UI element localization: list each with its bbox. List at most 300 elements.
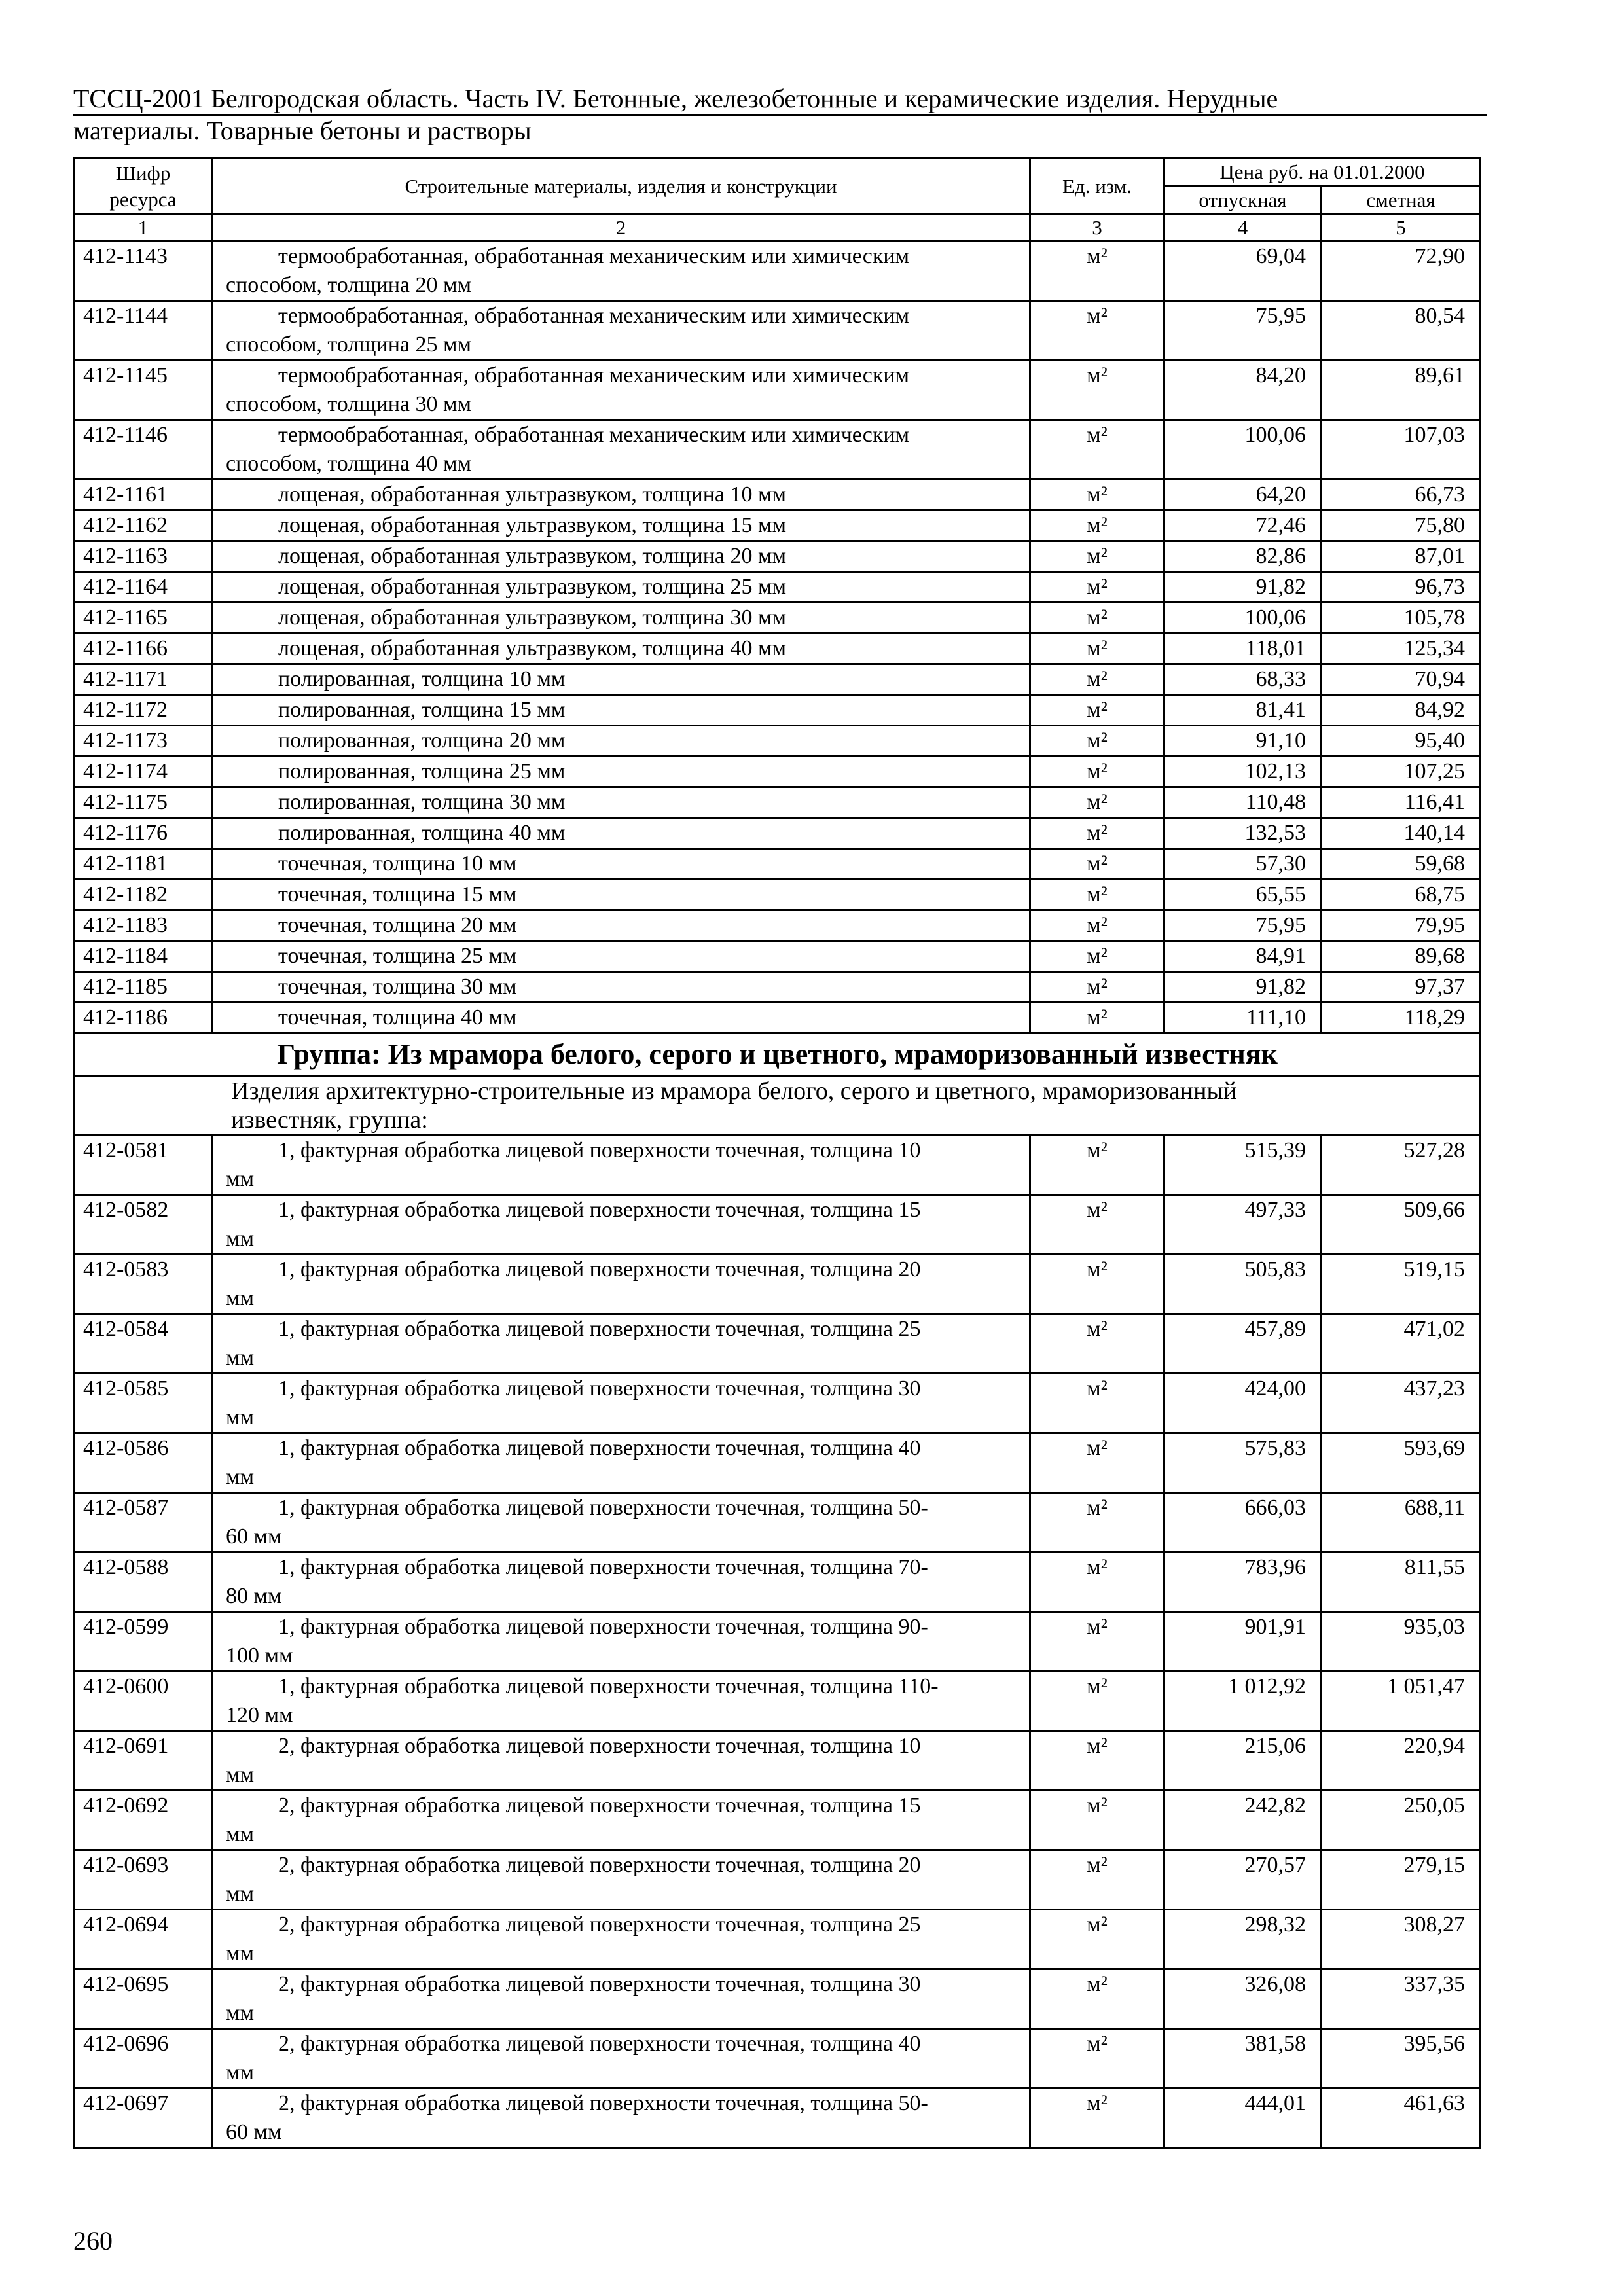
price-release: 75,95 (1164, 910, 1322, 941)
price-release: 110,48 (1164, 787, 1322, 818)
material-name (212, 572, 1030, 603)
material-name (212, 941, 1030, 972)
table-row (75, 849, 1481, 880)
price-estimate: 68,75 (1322, 880, 1481, 910)
price-release: 666,03 (1164, 1493, 1322, 1552)
material-name (212, 511, 1030, 541)
price-release: 381,58 (1164, 2029, 1322, 2089)
price-estimate: 220,94 (1322, 1731, 1481, 1791)
price-release: 69,04 (1164, 242, 1322, 301)
price-estimate: 107,25 (1322, 757, 1481, 787)
material-name (212, 1314, 1030, 1374)
table-row (75, 541, 1481, 572)
material-name-line1: полированная, толщина 15 мм (278, 698, 566, 722)
material-name-line2: 80 мм (226, 1584, 282, 1608)
price-estimate: 97,37 (1322, 972, 1481, 1003)
material-name-line2: мм (226, 1167, 255, 1191)
material-name-line1: полированная, толщина 25 мм (278, 759, 566, 783)
material-name-line1: 1, фактурная обработка лицевой поверхности точечная, толщина 20 (278, 1257, 921, 1282)
resource-code: 412-1171 (75, 664, 212, 695)
table-row (75, 910, 1481, 941)
material-name (212, 1493, 1030, 1552)
table-row (75, 634, 1481, 664)
table-row (75, 818, 1481, 849)
material-name-line1: лощеная, обработанная ультразвуком, толщина 30 мм (278, 605, 787, 630)
material-name-line1: точечная, толщина 20 мм (278, 913, 517, 937)
material-name-line1: точечная, толщина 25 мм (278, 944, 517, 968)
price-release: 215,06 (1164, 1731, 1322, 1791)
table-row (75, 480, 1481, 511)
resource-code: 412-0692 (75, 1791, 212, 1850)
table-row (75, 941, 1481, 972)
material-name-line1: лощеная, обработанная ультразвуком, толщина 20 мм (278, 544, 787, 568)
price-estimate: 935,03 (1322, 1612, 1481, 1672)
unit: м² (1030, 1850, 1164, 1910)
material-name-line2: мм (226, 1346, 255, 1370)
resource-code: 412-1164 (75, 572, 212, 603)
table-row (75, 1493, 1481, 1552)
price-estimate: 96,73 (1322, 572, 1481, 603)
price-table (73, 157, 1481, 2149)
unit: м² (1030, 634, 1164, 664)
price-estimate: 116,41 (1322, 787, 1481, 818)
price-release: 65,55 (1164, 880, 1322, 910)
unit: м² (1030, 301, 1164, 361)
resource-code: 412-0587 (75, 1493, 212, 1552)
material-name (212, 1003, 1030, 1033)
group-title: Группа: Из мрамора белого, серого и цветного, мраморизованный известняк (75, 1033, 1481, 1076)
price-release: 783,96 (1164, 1552, 1322, 1612)
header-title-line2: материалы. Товарные бетоны и растворы (73, 116, 532, 145)
unit: м² (1030, 2029, 1164, 2089)
price-estimate: 75,80 (1322, 511, 1481, 541)
unit: м² (1030, 818, 1164, 849)
material-name-line2: мм (226, 1286, 255, 1310)
material-name (212, 1612, 1030, 1672)
price-release: 84,20 (1164, 361, 1322, 420)
unit: м² (1030, 910, 1164, 941)
subgroup-line2: известняк, группа: (231, 1106, 428, 1134)
material-name-line1: 1, фактурная обработка лицевой поверхности точечная, толщина 50- (278, 1496, 928, 1520)
table-row (75, 2089, 1481, 2148)
material-name-line2: способом, толщина 40 мм (226, 452, 472, 476)
material-name (212, 664, 1030, 695)
col-number-1: 1 (75, 215, 212, 242)
material-name (212, 1374, 1030, 1433)
material-name (212, 301, 1030, 361)
table-row (75, 1003, 1481, 1033)
price-release: 497,33 (1164, 1195, 1322, 1255)
price-estimate: 593,69 (1322, 1433, 1481, 1493)
material-name (212, 1850, 1030, 1910)
price-estimate: 471,02 (1322, 1314, 1481, 1374)
material-name-line1: точечная, толщина 10 мм (278, 852, 517, 876)
price-release: 91,82 (1164, 972, 1322, 1003)
price-release: 75,95 (1164, 301, 1322, 361)
price-release: 111,10 (1164, 1003, 1322, 1033)
price-estimate: 79,95 (1322, 910, 1481, 941)
material-name-line1: 2, фактурная обработка лицевой поверхности точечная, толщина 10 (278, 1734, 921, 1758)
price-release: 1 012,92 (1164, 1672, 1322, 1731)
price-release: 118,01 (1164, 634, 1322, 664)
material-name (212, 480, 1030, 511)
table-row (75, 1731, 1481, 1791)
material-name-line2: мм (226, 1465, 255, 1489)
table-row (75, 787, 1481, 818)
unit: м² (1030, 787, 1164, 818)
resource-code: 412-0584 (75, 1314, 212, 1374)
resource-code: 412-1181 (75, 849, 212, 880)
col-header-name: Строительные материалы, изделия и конструкции (212, 158, 1030, 215)
unit: м² (1030, 480, 1164, 511)
price-release: 515,39 (1164, 1136, 1322, 1195)
material-name-line1: 1, фактурная обработка лицевой поверхности точечная, толщина 90- (278, 1615, 928, 1639)
material-name-line2: мм (226, 1882, 255, 1906)
table-row (75, 972, 1481, 1003)
table-row (75, 301, 1481, 361)
material-name-line1: 2, фактурная обработка лицевой поверхности точечная, толщина 50- (278, 2091, 928, 2115)
price-estimate: 437,23 (1322, 1374, 1481, 1433)
table-row (75, 695, 1481, 726)
material-name-line1: термообработанная, обработанная механическим или химическим (278, 304, 910, 328)
unit: м² (1030, 361, 1164, 420)
material-name (212, 726, 1030, 757)
subgroup-line1: Изделия архитектурно-строительные из мрамора белого, серого и цветного, мраморизованный (231, 1077, 1237, 1105)
unit: м² (1030, 972, 1164, 1003)
price-estimate: 140,14 (1322, 818, 1481, 849)
material-name (212, 1731, 1030, 1791)
unit: м² (1030, 1552, 1164, 1612)
material-name (212, 1195, 1030, 1255)
material-name (212, 1791, 1030, 1850)
price-estimate: 461,63 (1322, 2089, 1481, 2148)
col-header-unit: Ед. изм. (1030, 158, 1164, 215)
unit: м² (1030, 2089, 1164, 2148)
unit: м² (1030, 603, 1164, 634)
material-name-line1: лощеная, обработанная ультразвуком, толщина 40 мм (278, 636, 787, 660)
price-estimate: 811,55 (1322, 1552, 1481, 1612)
price-estimate: 250,05 (1322, 1791, 1481, 1850)
col-header-price-release: отпускная (1164, 187, 1322, 215)
resource-code: 412-0586 (75, 1433, 212, 1493)
resource-code: 412-0585 (75, 1374, 212, 1433)
material-name-line2: 60 мм (226, 1524, 282, 1549)
page-number: 260 (73, 2226, 113, 2255)
table-row (75, 1969, 1481, 2029)
resource-code: 412-1165 (75, 603, 212, 634)
col-number-5: 5 (1322, 215, 1481, 242)
material-name (212, 695, 1030, 726)
unit: м² (1030, 664, 1164, 695)
unit: м² (1030, 849, 1164, 880)
resource-code: 412-1175 (75, 787, 212, 818)
material-name-line2: мм (226, 1763, 255, 1787)
material-name-line2: 60 мм (226, 2120, 282, 2144)
unit: м² (1030, 1672, 1164, 1731)
price-estimate: 72,90 (1322, 242, 1481, 301)
material-name-line2: способом, толщина 20 мм (226, 273, 472, 297)
price-release: 242,82 (1164, 1791, 1322, 1850)
resource-code: 412-0599 (75, 1612, 212, 1672)
unit: м² (1030, 242, 1164, 301)
resource-code: 412-1185 (75, 972, 212, 1003)
table-row (75, 1612, 1481, 1672)
resource-code: 412-1173 (75, 726, 212, 757)
material-name (212, 787, 1030, 818)
unit: м² (1030, 541, 1164, 572)
col-number-2: 2 (212, 215, 1030, 242)
material-name (212, 1433, 1030, 1493)
resource-code: 412-1145 (75, 361, 212, 420)
price-estimate: 1 051,47 (1322, 1672, 1481, 1731)
subgroup-title (75, 1076, 1481, 1136)
table-row (75, 1136, 1481, 1195)
table-row (75, 572, 1481, 603)
material-name (212, 1910, 1030, 1969)
table-row (75, 361, 1481, 420)
col-header-price: Цена руб. на 01.01.2000 (1164, 158, 1481, 187)
price-estimate: 337,35 (1322, 1969, 1481, 2029)
unit: м² (1030, 1255, 1164, 1314)
resource-code: 412-1166 (75, 634, 212, 664)
col-number-3: 3 (1030, 215, 1164, 242)
price-estimate: 105,78 (1322, 603, 1481, 634)
material-name-line1: 1, фактурная обработка лицевой поверхности точечная, толщина 30 (278, 1376, 921, 1401)
resource-code: 412-0696 (75, 2029, 212, 2089)
group-section (75, 1033, 1481, 1136)
price-estimate: 89,68 (1322, 941, 1481, 972)
material-name-line1: точечная, толщина 15 мм (278, 882, 517, 906)
material-name-line1: лощеная, обработанная ультразвуком, толщина 25 мм (278, 575, 787, 599)
material-name-line1: 2, фактурная обработка лицевой поверхности точечная, толщина 25 (278, 1912, 921, 1937)
price-release: 132,53 (1164, 818, 1322, 849)
material-name (212, 2029, 1030, 2089)
material-name-line1: точечная, толщина 40 мм (278, 1005, 517, 1030)
table-row (75, 1672, 1481, 1731)
material-name (212, 849, 1030, 880)
resource-code: 412-1182 (75, 880, 212, 910)
table-row (75, 511, 1481, 541)
price-estimate: 395,56 (1322, 2029, 1481, 2089)
table-row (75, 1791, 1481, 1850)
resource-code: 412-1174 (75, 757, 212, 787)
price-release: 82,86 (1164, 541, 1322, 572)
unit: м² (1030, 695, 1164, 726)
table-body-stone (75, 242, 1481, 1033)
table-row (75, 1552, 1481, 1612)
resource-code: 412-0691 (75, 1731, 212, 1791)
price-release: 64,20 (1164, 480, 1322, 511)
resource-code: 412-1176 (75, 818, 212, 849)
material-name (212, 634, 1030, 664)
material-name (212, 972, 1030, 1003)
table-row (75, 1314, 1481, 1374)
unit: м² (1030, 1791, 1164, 1850)
unit: м² (1030, 572, 1164, 603)
table-body-marble (75, 1136, 1481, 2148)
table-row (75, 664, 1481, 695)
resource-code: 412-0588 (75, 1552, 212, 1612)
material-name-line1: 2, фактурная обработка лицевой поверхности точечная, толщина 15 (278, 1793, 921, 1818)
table-row (75, 1910, 1481, 1969)
price-release: 326,08 (1164, 1969, 1322, 2029)
material-name-line1: 1, фактурная обработка лицевой поверхности точечная, толщина 70- (278, 1555, 928, 1579)
material-name (212, 880, 1030, 910)
material-name-line1: 2, фактурная обработка лицевой поверхности точечная, толщина 30 (278, 1972, 921, 1996)
material-name (212, 420, 1030, 480)
table-row (75, 1850, 1481, 1910)
price-release: 91,10 (1164, 726, 1322, 757)
unit: м² (1030, 1493, 1164, 1552)
material-name-line1: 1, фактурная обработка лицевой поверхности точечная, толщина 10 (278, 1138, 921, 1162)
resource-code: 412-0697 (75, 2089, 212, 2148)
price-release: 444,01 (1164, 2089, 1322, 2148)
price-estimate: 118,29 (1322, 1003, 1481, 1033)
unit: м² (1030, 757, 1164, 787)
material-name-line2: способом, толщина 25 мм (226, 332, 472, 357)
material-name-line1: 1, фактурная обработка лицевой поверхности точечная, толщина 25 (278, 1317, 921, 1341)
page-header (73, 84, 1487, 146)
table-row (75, 1255, 1481, 1314)
material-name-line1: 2, фактурная обработка лицевой поверхности точечная, толщина 20 (278, 1853, 921, 1877)
resource-code: 412-1172 (75, 695, 212, 726)
table-row (75, 1433, 1481, 1493)
table-row (75, 1195, 1481, 1255)
material-name-line2: мм (226, 1405, 255, 1429)
material-name (212, 1672, 1030, 1731)
unit: м² (1030, 880, 1164, 910)
material-name-line1: точечная, толщина 30 мм (278, 975, 517, 999)
price-estimate: 84,92 (1322, 695, 1481, 726)
material-name-line1: лощеная, обработанная ультразвуком, толщина 15 мм (278, 513, 787, 537)
table-row (75, 1374, 1481, 1433)
col-header-code: Шифр ресурса (75, 158, 212, 215)
resource-code: 412-1162 (75, 511, 212, 541)
price-estimate: 89,61 (1322, 361, 1481, 420)
material-name (212, 910, 1030, 941)
resource-code: 412-1163 (75, 541, 212, 572)
price-release: 270,57 (1164, 1850, 1322, 1910)
unit: м² (1030, 1969, 1164, 2029)
unit: м² (1030, 1195, 1164, 1255)
material-name (212, 757, 1030, 787)
material-name-line2: 100 мм (226, 1643, 293, 1668)
price-estimate: 125,34 (1322, 634, 1481, 664)
unit: м² (1030, 511, 1164, 541)
price-estimate: 509,66 (1322, 1195, 1481, 1255)
material-name-line2: мм (226, 2001, 255, 2025)
price-estimate: 107,03 (1322, 420, 1481, 480)
unit: м² (1030, 420, 1164, 480)
material-name-line2: 120 мм (226, 1703, 293, 1727)
price-estimate: 87,01 (1322, 541, 1481, 572)
price-release: 505,83 (1164, 1255, 1322, 1314)
material-name (212, 1969, 1030, 2029)
price-estimate: 527,28 (1322, 1136, 1481, 1195)
price-estimate: 519,15 (1322, 1255, 1481, 1314)
material-name (212, 242, 1030, 301)
table-row (75, 726, 1481, 757)
resource-code: 412-0581 (75, 1136, 212, 1195)
material-name (212, 1255, 1030, 1314)
price-estimate: 688,11 (1322, 1493, 1481, 1552)
price-release: 901,91 (1164, 1612, 1322, 1672)
price-release: 84,91 (1164, 941, 1322, 972)
price-release: 575,83 (1164, 1433, 1322, 1493)
unit: м² (1030, 1003, 1164, 1033)
resource-code: 412-1161 (75, 480, 212, 511)
table-row (75, 242, 1481, 301)
material-name (212, 361, 1030, 420)
price-estimate: 66,73 (1322, 480, 1481, 511)
material-name-line1: термообработанная, обработанная механическим или химическим (278, 363, 910, 387)
col-header-price-estimate: сметная (1322, 187, 1481, 215)
price-estimate: 95,40 (1322, 726, 1481, 757)
material-name-line1: лощеная, обработанная ультразвуком, толщина 10 мм (278, 482, 787, 507)
table-row (75, 603, 1481, 634)
material-name-line1: термообработанная, обработанная механическим или химическим (278, 423, 910, 447)
material-name-line1: 1, фактурная обработка лицевой поверхности точечная, толщина 15 (278, 1198, 921, 1222)
unit: м² (1030, 941, 1164, 972)
resource-code: 412-0694 (75, 1910, 212, 1969)
table-row (75, 2029, 1481, 2089)
unit: м² (1030, 1910, 1164, 1969)
material-name-line1: полированная, толщина 10 мм (278, 667, 566, 691)
material-name (212, 603, 1030, 634)
material-name-line2: мм (226, 1227, 255, 1251)
price-estimate: 80,54 (1322, 301, 1481, 361)
price-release: 424,00 (1164, 1374, 1322, 1433)
material-name-line2: мм (226, 1822, 255, 1846)
unit: м² (1030, 1433, 1164, 1493)
unit: м² (1030, 1612, 1164, 1672)
table-row (75, 420, 1481, 480)
material-name-line1: 1, фактурная обработка лицевой поверхности точечная, толщина 110- (278, 1674, 939, 1698)
material-name-line2: мм (226, 1941, 255, 1965)
col-number-4: 4 (1164, 215, 1322, 242)
resource-code: 412-0693 (75, 1850, 212, 1910)
material-name (212, 818, 1030, 849)
material-name (212, 2089, 1030, 2148)
price-estimate: 70,94 (1322, 664, 1481, 695)
price-release: 298,32 (1164, 1910, 1322, 1969)
material-name-line2: мм (226, 2060, 255, 2085)
price-release: 57,30 (1164, 849, 1322, 880)
price-release: 72,46 (1164, 511, 1322, 541)
price-release: 100,06 (1164, 603, 1322, 634)
price-release: 102,13 (1164, 757, 1322, 787)
material-name (212, 541, 1030, 572)
price-estimate: 279,15 (1322, 1850, 1481, 1910)
unit: м² (1030, 726, 1164, 757)
price-release: 68,33 (1164, 664, 1322, 695)
resource-code: 412-1183 (75, 910, 212, 941)
material-name-line1: полированная, толщина 40 мм (278, 821, 566, 845)
header-title-line1: ТССЦ-2001 Белгородская область. Часть IV. Бетонные, железобетонные и керамические изделия. Нерудные (73, 84, 1487, 116)
unit: м² (1030, 1136, 1164, 1195)
material-name (212, 1552, 1030, 1612)
material-name-line1: 1, фактурная обработка лицевой поверхности точечная, толщина 40 (278, 1436, 921, 1460)
material-name-line1: полированная, толщина 30 мм (278, 790, 566, 814)
resource-code: 412-0600 (75, 1672, 212, 1731)
resource-code: 412-0582 (75, 1195, 212, 1255)
table-row (75, 880, 1481, 910)
material-name-line1: термообработанная, обработанная механическим или химическим (278, 244, 910, 268)
price-release: 91,82 (1164, 572, 1322, 603)
price-release: 81,41 (1164, 695, 1322, 726)
material-name-line2: способом, толщина 30 мм (226, 392, 472, 416)
table-row (75, 757, 1481, 787)
